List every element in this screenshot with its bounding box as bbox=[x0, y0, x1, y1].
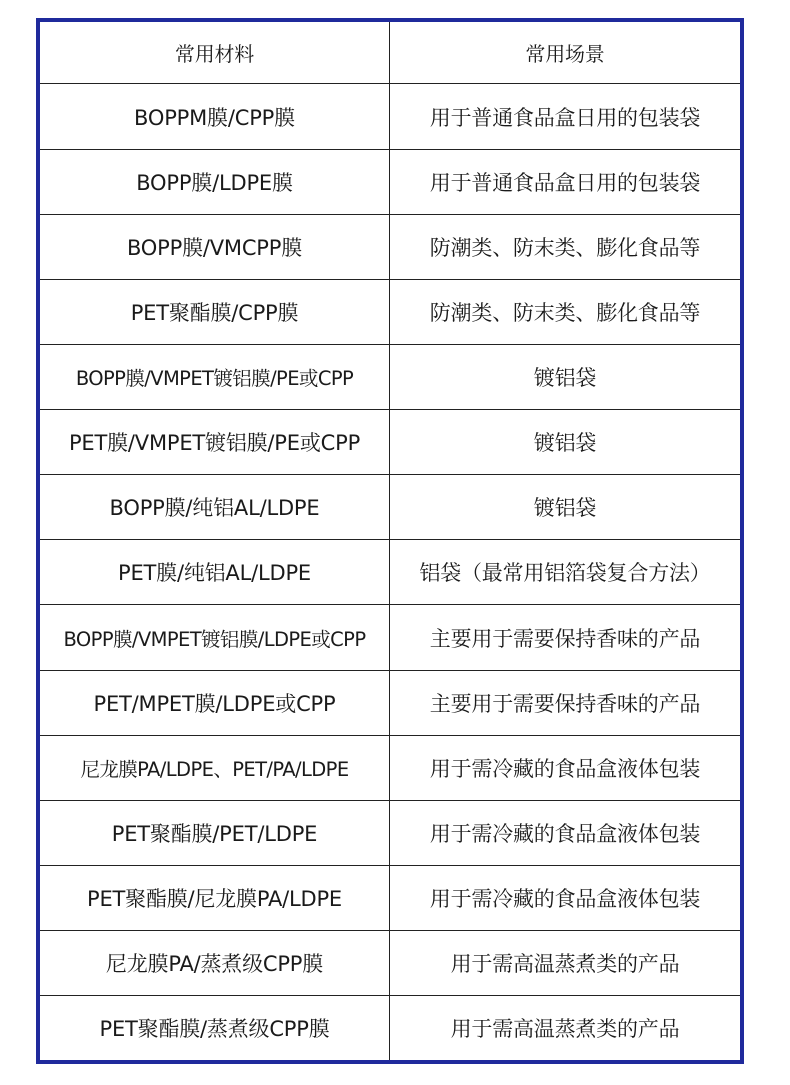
scenario-cell: 用于需冷藏的食品盒液体包装 bbox=[390, 865, 741, 930]
scenario-cell: 镀铝袋 bbox=[390, 344, 741, 409]
material-cell: 尼龙膜PA/蒸煮级CPP膜 bbox=[40, 931, 390, 996]
material-cell: BOPP膜/LDPE膜 bbox=[40, 149, 390, 214]
material-cell: BOPP膜/纯铝AL/LDPE bbox=[40, 475, 390, 540]
table-row bbox=[40, 996, 740, 1060]
material-cell: PET聚酯膜/PET/LDPE bbox=[40, 800, 390, 865]
table-row bbox=[40, 931, 740, 996]
scenario-cell: 用于普通食品盒日用的包装袋 bbox=[390, 149, 741, 214]
table-row bbox=[40, 410, 740, 475]
material-cell: PET聚酯膜/蒸煮级CPP膜 bbox=[40, 996, 390, 1060]
header-scenario: 常用场景 bbox=[390, 22, 741, 84]
table-header-row bbox=[40, 22, 740, 84]
scenario-cell: 用于需高温蒸煮类的产品 bbox=[390, 931, 741, 996]
material-cell: PET/MPET膜/LDPE或CPP bbox=[40, 670, 390, 735]
scenario-cell: 用于需高温蒸煮类的产品 bbox=[390, 996, 741, 1060]
material-cell: PET膜/纯铝AL/LDPE bbox=[40, 540, 390, 605]
material-cell: 尼龙膜PA/LDPE、PET/PA/LDPE bbox=[40, 735, 390, 800]
table-row bbox=[40, 344, 740, 409]
materials-table-frame bbox=[36, 18, 744, 1064]
scenario-cell: 主要用于需要保持香味的产品 bbox=[390, 670, 741, 735]
table-row bbox=[40, 605, 740, 670]
scenario-cell: 防潮类、防末类、膨化食品等 bbox=[390, 214, 741, 279]
materials-table bbox=[40, 22, 740, 1060]
material-cell: PET聚酯膜/尼龙膜PA/LDPE bbox=[40, 865, 390, 930]
scenario-cell: 镀铝袋 bbox=[390, 410, 741, 475]
scenario-cell: 镀铝袋 bbox=[390, 475, 741, 540]
scenario-cell: 铝袋（最常用铝箔袋复合方法） bbox=[390, 540, 741, 605]
table-row bbox=[40, 540, 740, 605]
table-row bbox=[40, 279, 740, 344]
table-row bbox=[40, 84, 740, 149]
table-row bbox=[40, 149, 740, 214]
material-cell: BOPP膜/VMCPP膜 bbox=[40, 214, 390, 279]
scenario-cell: 用于需冷藏的食品盒液体包装 bbox=[390, 800, 741, 865]
material-cell: BOPPM膜/CPP膜 bbox=[40, 84, 390, 149]
table-row bbox=[40, 214, 740, 279]
material-cell: BOPP膜/VMPET镀铝膜/LDPE或CPP bbox=[40, 605, 390, 670]
scenario-cell: 主要用于需要保持香味的产品 bbox=[390, 605, 741, 670]
table-row bbox=[40, 670, 740, 735]
material-cell: BOPP膜/VMPET镀铝膜/PE或CPP bbox=[40, 344, 390, 409]
material-cell: PET膜/VMPET镀铝膜/PE或CPP bbox=[40, 410, 390, 475]
scenario-cell: 用于需冷藏的食品盒液体包装 bbox=[390, 735, 741, 800]
material-cell: PET聚酯膜/CPP膜 bbox=[40, 279, 390, 344]
scenario-cell: 防潮类、防末类、膨化食品等 bbox=[390, 279, 741, 344]
table-row bbox=[40, 865, 740, 930]
table-row bbox=[40, 475, 740, 540]
header-material: 常用材料 bbox=[40, 22, 390, 84]
table-row bbox=[40, 735, 740, 800]
table-body bbox=[40, 22, 740, 1060]
table-row bbox=[40, 800, 740, 865]
scenario-cell: 用于普通食品盒日用的包装袋 bbox=[390, 84, 741, 149]
